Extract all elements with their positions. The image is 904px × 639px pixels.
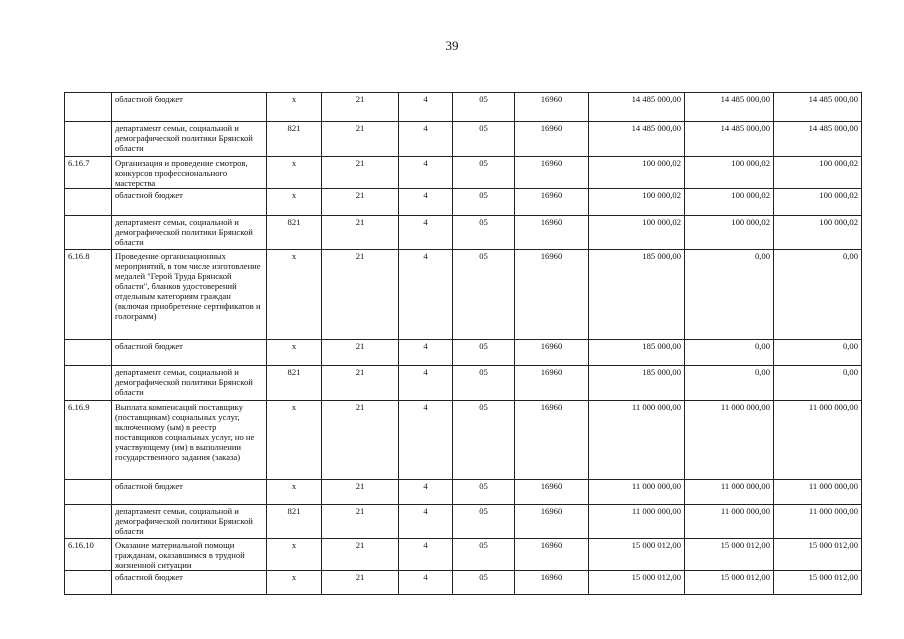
amount-3: 100 000,02 [774, 189, 862, 216]
amount-2: 15 000 012,00 [685, 539, 774, 571]
code-column-3: 4 [399, 93, 453, 122]
table-row [65, 93, 862, 122]
table-row [65, 505, 862, 539]
code-column-1: x [267, 340, 322, 366]
amount-1: 100 000,02 [589, 189, 685, 216]
code-column-2: 21 [322, 189, 399, 216]
code-column-4: 05 [453, 480, 515, 505]
budget-table-body [65, 93, 862, 595]
code-column-3: 4 [399, 250, 453, 340]
code-column-4: 05 [453, 505, 515, 539]
amount-2: 15 000 012,00 [685, 571, 774, 595]
code-column-5: 16960 [515, 122, 589, 157]
budget-table [64, 92, 862, 595]
amount-3: 11 000 000,00 [774, 505, 862, 539]
item-description: областной бюджет [112, 189, 267, 216]
code-column-5: 16960 [515, 189, 589, 216]
amount-1: 14 485 000,00 [589, 93, 685, 122]
code-column-3: 4 [399, 401, 453, 480]
code-column-5: 16960 [515, 539, 589, 571]
amount-1: 11 000 000,00 [589, 480, 685, 505]
amount-1: 11 000 000,00 [589, 505, 685, 539]
table-row [65, 480, 862, 505]
code-column-3: 4 [399, 366, 453, 401]
code-column-5: 16960 [515, 505, 589, 539]
code-column-2: 21 [322, 93, 399, 122]
item-number: 6.16.8 [65, 250, 112, 340]
amount-3: 0,00 [774, 366, 862, 401]
item-description: областной бюджет [112, 93, 267, 122]
item-number: 6.16.7 [65, 157, 112, 189]
table-row [65, 189, 862, 216]
code-column-5: 16960 [515, 93, 589, 122]
table-row [65, 571, 862, 595]
item-number [65, 505, 112, 539]
item-description: Оказание материальной помощи гражданам, оказавшимся в трудной жизненной ситуации [112, 539, 267, 571]
item-number [65, 93, 112, 122]
item-description: департамент семьи, социальной и демографической политики Брянской области [112, 366, 267, 401]
amount-3: 0,00 [774, 250, 862, 340]
table-row [65, 366, 862, 401]
code-column-4: 05 [453, 250, 515, 340]
code-column-2: 21 [322, 571, 399, 595]
code-column-1: x [267, 250, 322, 340]
item-description: департамент семьи, социальной и демографической политики Брянской области [112, 122, 267, 157]
amount-1: 100 000,02 [589, 216, 685, 250]
amount-1: 185 000,00 [589, 250, 685, 340]
amount-1: 14 485 000,00 [589, 122, 685, 157]
amount-2: 100 000,02 [685, 216, 774, 250]
item-description: Организация и проведение смотров, конкурсов профессионального мастерства [112, 157, 267, 189]
code-column-1: 821 [267, 505, 322, 539]
item-number [65, 480, 112, 505]
amount-3: 11 000 000,00 [774, 401, 862, 480]
amount-2: 11 000 000,00 [685, 505, 774, 539]
code-column-1: x [267, 401, 322, 480]
code-column-5: 16960 [515, 571, 589, 595]
code-column-4: 05 [453, 366, 515, 401]
amount-3: 100 000,02 [774, 157, 862, 189]
amount-3: 15 000 012,00 [774, 539, 862, 571]
amount-2: 100 000,02 [685, 189, 774, 216]
code-column-1: x [267, 539, 322, 571]
code-column-2: 21 [322, 216, 399, 250]
page-number: 39 [445, 38, 459, 53]
code-column-2: 21 [322, 250, 399, 340]
item-description: департамент семьи, социальной и демографической политики Брянской области [112, 216, 267, 250]
item-description: областной бюджет [112, 480, 267, 505]
code-column-5: 16960 [515, 366, 589, 401]
code-column-3: 4 [399, 122, 453, 157]
code-column-1: 821 [267, 122, 322, 157]
code-column-4: 05 [453, 189, 515, 216]
code-column-5: 16960 [515, 157, 589, 189]
code-column-5: 16960 [515, 216, 589, 250]
item-number: 6.16.9 [65, 401, 112, 480]
amount-2: 0,00 [685, 366, 774, 401]
code-column-5: 16960 [515, 340, 589, 366]
table-row [65, 250, 862, 340]
code-column-4: 05 [453, 401, 515, 480]
code-column-4: 05 [453, 122, 515, 157]
code-column-1: 821 [267, 366, 322, 401]
amount-1: 11 000 000,00 [589, 401, 685, 480]
item-number [65, 366, 112, 401]
item-description: Выплата компенсаций поставщику (поставщикам) социальных услуг, включенному (ым) в реестр поставщиков социальных услуг, но не участвующему (им) в выполнении государственного задания (заказа) [112, 401, 267, 480]
code-column-1: x [267, 571, 322, 595]
code-column-1: x [267, 189, 322, 216]
amount-2: 14 485 000,00 [685, 122, 774, 157]
amount-3: 14 485 000,00 [774, 93, 862, 122]
item-number: 6.16.10 [65, 539, 112, 571]
code-column-4: 05 [453, 157, 515, 189]
amount-3: 14 485 000,00 [774, 122, 862, 157]
code-column-2: 21 [322, 340, 399, 366]
code-column-2: 21 [322, 480, 399, 505]
code-column-3: 4 [399, 539, 453, 571]
code-column-3: 4 [399, 340, 453, 366]
code-column-2: 21 [322, 505, 399, 539]
amount-3: 11 000 000,00 [774, 480, 862, 505]
amount-1: 15 000 012,00 [589, 539, 685, 571]
item-number [65, 189, 112, 216]
table-row [65, 539, 862, 571]
table-row [65, 401, 862, 480]
code-column-3: 4 [399, 571, 453, 595]
code-column-5: 16960 [515, 401, 589, 480]
amount-2: 11 000 000,00 [685, 480, 774, 505]
amount-2: 0,00 [685, 340, 774, 366]
item-number [65, 571, 112, 595]
item-number [65, 216, 112, 250]
code-column-5: 16960 [515, 480, 589, 505]
code-column-2: 21 [322, 539, 399, 571]
code-column-2: 21 [322, 157, 399, 189]
amount-3: 0,00 [774, 340, 862, 366]
code-column-1: x [267, 480, 322, 505]
code-column-4: 05 [453, 571, 515, 595]
amount-2: 0,00 [685, 250, 774, 340]
code-column-3: 4 [399, 216, 453, 250]
amount-2: 11 000 000,00 [685, 401, 774, 480]
item-number [65, 340, 112, 366]
amount-1: 100 000,02 [589, 157, 685, 189]
amount-1: 15 000 012,00 [589, 571, 685, 595]
code-column-2: 21 [322, 401, 399, 480]
code-column-3: 4 [399, 157, 453, 189]
item-description: областной бюджет [112, 571, 267, 595]
code-column-1: x [267, 93, 322, 122]
code-column-1: x [267, 157, 322, 189]
table-row [65, 340, 862, 366]
code-column-4: 05 [453, 340, 515, 366]
amount-1: 185 000,00 [589, 340, 685, 366]
code-column-2: 21 [322, 122, 399, 157]
item-description: Проведение организационных мероприятий, в том числе изготовление медалей "Герой Труда Брянской области", бланков удостоверений отдельным категориям граждан (включая приобретение сертификатов и голограмм) [112, 250, 267, 340]
code-column-1: 821 [267, 216, 322, 250]
code-column-3: 4 [399, 505, 453, 539]
code-column-4: 05 [453, 216, 515, 250]
code-column-3: 4 [399, 189, 453, 216]
code-column-4: 05 [453, 93, 515, 122]
code-column-2: 21 [322, 366, 399, 401]
amount-2: 100 000,02 [685, 157, 774, 189]
amount-2: 14 485 000,00 [685, 93, 774, 122]
amount-3: 15 000 012,00 [774, 571, 862, 595]
code-column-5: 16960 [515, 250, 589, 340]
code-column-3: 4 [399, 480, 453, 505]
item-description: департамент семьи, социальной и демографической политики Брянской области [112, 505, 267, 539]
item-number [65, 122, 112, 157]
amount-1: 185 000,00 [589, 366, 685, 401]
amount-3: 100 000,02 [774, 216, 862, 250]
table-row [65, 157, 862, 189]
code-column-4: 05 [453, 539, 515, 571]
item-description: областной бюджет [112, 340, 267, 366]
table-row [65, 122, 862, 157]
table-row [65, 216, 862, 250]
